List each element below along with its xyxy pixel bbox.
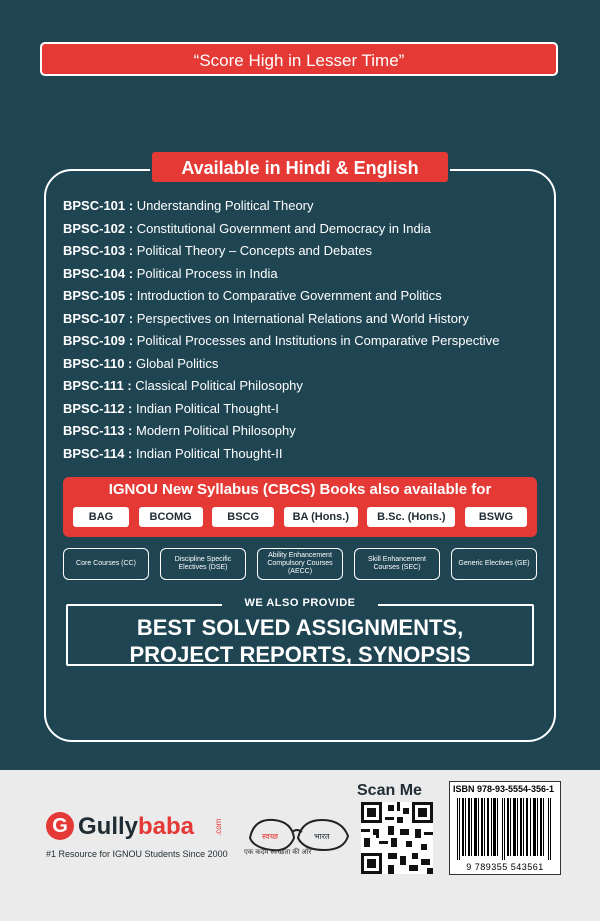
scan-label: Scan Me	[357, 782, 422, 799]
program-badge-bcomg: BCOMG	[139, 507, 203, 527]
cbcs-banner	[63, 477, 537, 537]
program-badge-ba-hons: BA (Hons.)	[284, 507, 358, 527]
tagline-banner: “Score High in Lesser Time”	[40, 42, 558, 76]
course-category-list	[63, 548, 537, 582]
qr-code-icon	[361, 802, 433, 874]
course-title: Classical Political Philosophy	[135, 378, 303, 393]
swachh-word-1: स्वच्छ	[262, 832, 279, 841]
course-item	[63, 400, 553, 423]
brand-tagline: #1 Resource for IGNOU Students Since 2000	[46, 849, 228, 859]
course-item	[63, 287, 553, 310]
availability-banner: Available in Hindi & English	[150, 150, 450, 184]
category-sec: Skill Enhancement Courses (SEC)	[354, 548, 440, 580]
course-title: Political Process in India	[136, 265, 278, 281]
barcode-digits: 9 789355 543561	[466, 862, 544, 872]
swachh-motto: एक कदम स्वच्छता की ओर	[244, 849, 312, 856]
course-item	[63, 265, 553, 288]
course-title: Political Theory – Concepts and Debates	[136, 243, 373, 258]
services-line-1: BEST SOLVED ASSIGNMENTS,	[136, 615, 464, 640]
course-code: BPSC-103 :	[63, 243, 134, 258]
category-ge: Generic Electives (GE)	[451, 548, 537, 580]
course-item	[63, 377, 553, 400]
program-badge-bsc-hons: B.Sc. (Hons.)	[367, 507, 455, 527]
category-aecc: Ability Enhancement Compulsory Courses (AECC)	[257, 548, 343, 580]
course-code: BPSC-107 :	[63, 310, 134, 326]
swachh-word-2: भारत	[314, 832, 330, 841]
course-title: Indian Political Thought-I	[136, 400, 279, 416]
brand-part-1: Gully	[78, 813, 139, 840]
course-code: BPSC-105 :	[63, 288, 134, 303]
course-item	[63, 422, 553, 445]
course-item	[63, 242, 553, 265]
course-code: BPSC-112 :	[63, 400, 133, 416]
category-core: Core Courses (CC)	[63, 548, 149, 580]
services-label: WE ALSO PROVIDE	[222, 595, 378, 611]
brand-suffix: .com	[214, 818, 223, 836]
course-item	[63, 220, 553, 243]
course-code: BPSC-114 :	[63, 445, 133, 461]
course-item	[63, 197, 553, 220]
course-list	[63, 197, 553, 467]
course-title: Understanding Political Theory	[136, 198, 314, 213]
isbn-text: ISBN 978-93-5554-356-1	[453, 784, 555, 794]
course-title: Perspectives on International Relations and World History	[136, 310, 469, 326]
program-list	[73, 507, 527, 529]
program-badge-bag: BAG	[73, 507, 129, 527]
brand-name	[78, 813, 194, 841]
course-code: BPSC-111 :	[63, 378, 132, 393]
brand-part-2: baba	[138, 813, 195, 840]
program-badge-bswg: BSWG	[465, 507, 527, 527]
course-item	[63, 310, 553, 333]
gullybaba-logo-icon: G	[46, 812, 74, 840]
course-title: Constitutional Government and Democracy in India	[136, 220, 431, 236]
category-dse: Discipline Specific Electives (DSE)	[160, 548, 246, 580]
course-item	[63, 332, 553, 355]
course-code: BPSC-109 :	[63, 333, 134, 348]
barcode-icon	[455, 798, 555, 860]
course-title: Indian Political Thought-II	[136, 445, 283, 461]
course-code: BPSC-113 :	[63, 423, 133, 438]
course-title: Modern Political Philosophy	[136, 423, 296, 438]
course-item	[63, 445, 553, 468]
services-text	[66, 614, 534, 668]
services-line-2: PROJECT REPORTS, SYNOPSIS	[129, 642, 471, 667]
course-title: Global Politics	[136, 355, 219, 371]
cbcs-title: IGNOU New Syllabus (CBCS) Books also available for	[108, 481, 492, 498]
course-code: BPSC-110 :	[63, 355, 133, 371]
program-badge-bscg: BSCG	[212, 507, 274, 527]
course-title: Political Processes and Institutions in Comparative Perspective	[136, 333, 500, 348]
course-code: BPSC-101 :	[63, 198, 134, 213]
course-item	[63, 355, 553, 378]
course-title: Introduction to Comparative Government and Politics	[136, 288, 442, 303]
course-code: BPSC-102 :	[63, 220, 134, 236]
course-code: BPSC-104 :	[63, 265, 134, 281]
